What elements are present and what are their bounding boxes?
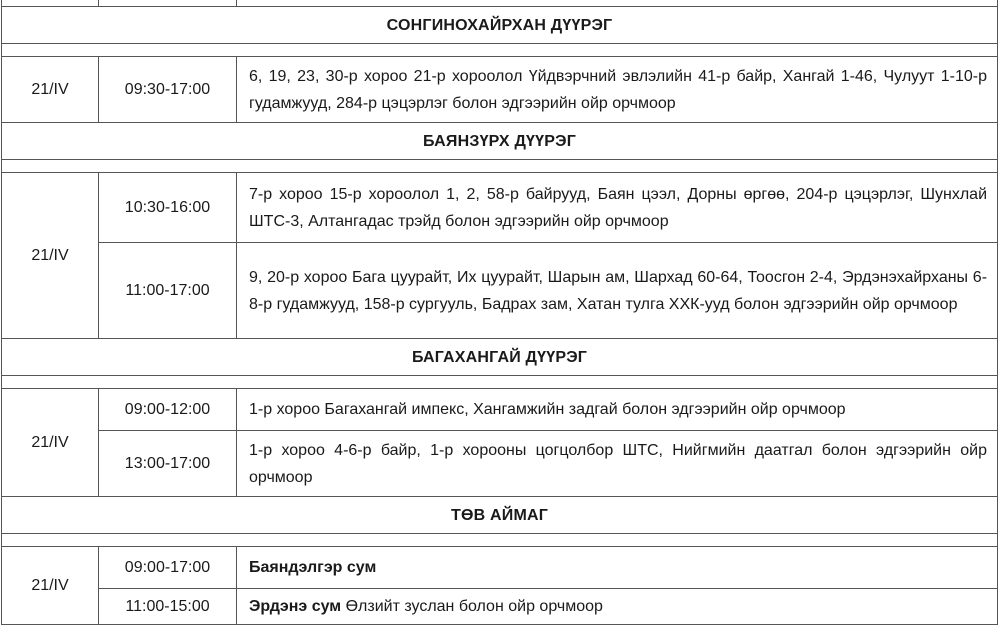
section-spacer — [2, 44, 998, 57]
time-cell: 13:00-17:00 — [99, 431, 237, 497]
location-text: Өлзийт зуслан болон ойр орчмоор — [341, 598, 603, 615]
time-cell: 09:00-17:00 — [99, 547, 237, 589]
section-spacer — [2, 534, 998, 547]
schedule-table — [1, 6, 998, 625]
section-header-row — [2, 7, 998, 44]
table-row — [2, 547, 998, 589]
time-cell: 11:00-15:00 — [99, 589, 237, 625]
section-title: БАЯНЗҮРХ ДҮҮРЭГ — [2, 123, 998, 160]
date-cell: 21/IV — [2, 173, 99, 339]
section-header-row — [2, 123, 998, 160]
location-cell — [237, 547, 998, 589]
place-name: Эрдэнэ сум — [249, 598, 342, 615]
section-spacer — [2, 160, 998, 173]
location-cell: 7-р хороо 15-р хороолол 1, 2, 58-р байрууд, Баян цээл, Дорны өргөө, 204-р цэцэрлэг, Шунхлай ШТС-3, Алтангадас трэйд болон эдгээрийн ойр орчмоор — [237, 173, 998, 243]
location-cell: 1-р хороо Багахангай импекс, Хангамжийн задгай болон эдгээрийн ойр орчмоор — [237, 389, 998, 431]
section-title: СОНГИНОХАЙРХАН ДҮҮРЭГ — [2, 7, 998, 44]
location-cell — [237, 589, 998, 625]
date-cell: 21/IV — [2, 547, 99, 625]
date-cell: 21/IV — [2, 389, 99, 497]
location-cell: 9, 20-р хороо Бага цуурайт, Их цуурайт, Шарын ам, Шархад 60-64, Тоосгон 2-4, Эрдэнэхайрханы 6-8-р гудамжууд, 158-р сургууль, Бадрах зам, Хатан тулга ХХК-ууд болон эдгээрийн ойр орчмоор — [237, 243, 998, 339]
section-spacer — [2, 376, 998, 389]
time-cell: 11:00-17:00 — [99, 243, 237, 339]
time-cell: 09:30-17:00 — [99, 57, 237, 123]
time-cell: 09:00-12:00 — [99, 389, 237, 431]
location-cell: 6, 19, 23, 30-р хороо 21-р хороолол Үйдвэрчний эвлэлийн 41-р байр, Хангай 1-46, Чулуут 1-10-р гудамжууд, 284-р цэцэрлэг болон эдгээрийн ойр орчмоор — [237, 57, 998, 123]
section-title: ТӨВ АЙМАГ — [2, 497, 998, 534]
table-row — [2, 173, 998, 243]
section-header-row — [2, 497, 998, 534]
place-name: Баяндэлгэр сум — [249, 559, 377, 576]
table-row — [2, 389, 998, 431]
table-row — [2, 589, 998, 625]
section-header-row — [2, 339, 998, 376]
table-row — [2, 431, 998, 497]
section-title: БАГАХАНГАЙ ДҮҮРЭГ — [2, 339, 998, 376]
date-cell: 21/IV — [2, 57, 99, 123]
location-cell: 1-р хороо 4-6-р байр, 1-р хорооны цогцолбор ШТС, Нийгмийн даатгал болон эдгээрийн ойр орчмоор — [237, 431, 998, 497]
table-row — [2, 243, 998, 339]
table-row — [2, 57, 998, 123]
time-cell: 10:30-16:00 — [99, 173, 237, 243]
